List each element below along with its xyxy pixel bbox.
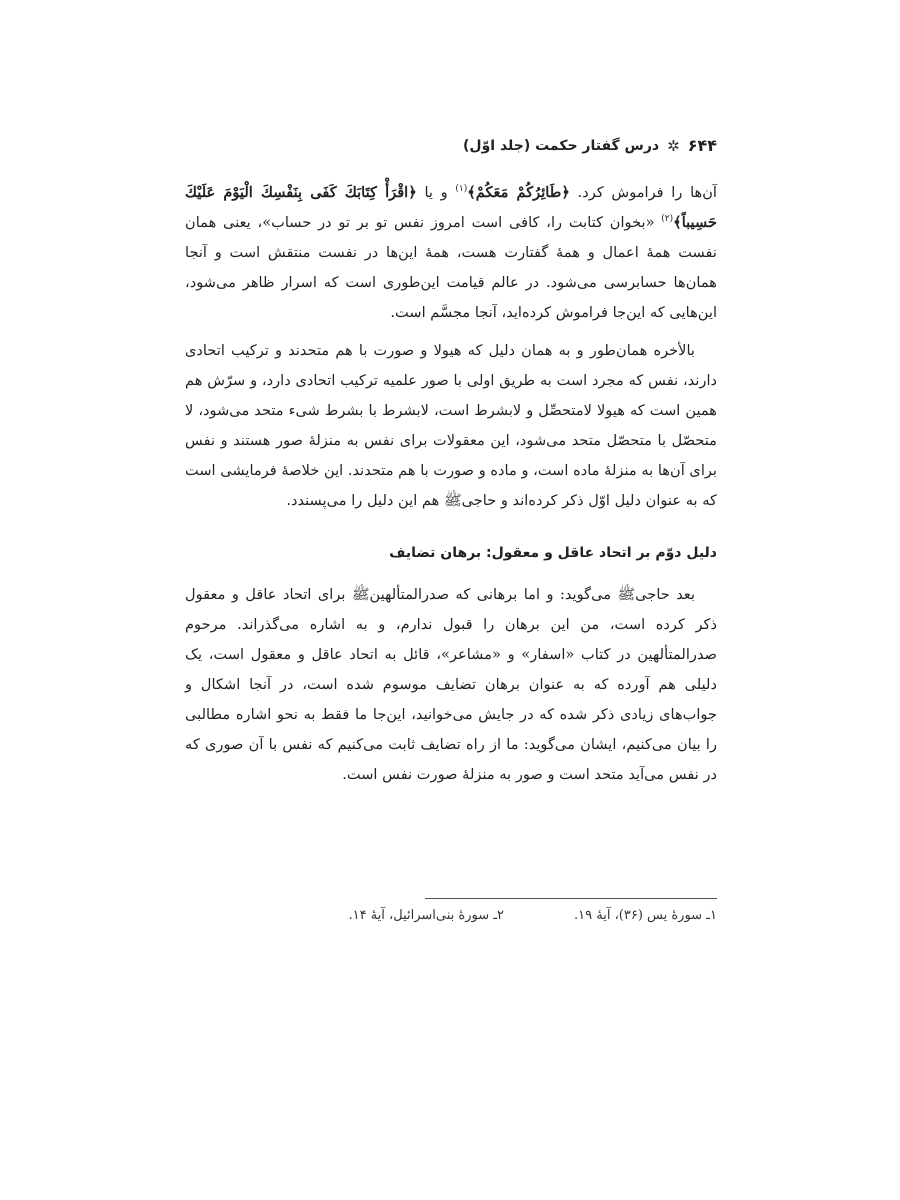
paragraph-2: بالأخره همان‌طور و به همان دلیل که هیولا و صورت با هم متحدند و ترکیب اتحادی دارند، نفس که مجرد است به طریق اولی با صور علمیه ترکیب اتحادی دارد، و سرّش هم همین است که هیولا لامتحصِّل و لابشرط است، لابشرط با بشرط شیء متحد می‌شود، لا متحصّل با متحصّل متحد می‌شود، این معقولات برای نفس به منزلهٔ صور هستند و نفس برای آن‌ها به منزلهٔ ماده است، و ماده و صورت با هم متحدند. این خلاصهٔ فرمایشی است که به عنوان دلیل اوّل ذکر کرده‌اند و حاجی‌ﷺ هم این دلیل را می‌پسندد.	[184, 342, 717, 509]
running-header	[185, 136, 717, 155]
page-number: ۶۴۴	[687, 136, 717, 155]
paragraph-3: بعد حاجی‌ﷺ می‌گوید: و اما برهانی که صدرالمتألهین‌ﷺ برای اتحاد عاقل و معقول ذکر کرده است، من این برهان را قبول ندارم، و به اشاره می‌گذراند. مرحوم صدرالمتألهین در کتاب «اسفار» و «مشاعر»، قائل به اتحاد عاقل و معقول است، یک دلیلی هم آورده که به عنوان برهان تضایف موسوم شده است، در آنجا اشکال و جواب‌های زیادی ذکر شده که در جایش می‌خوانید، این‌جا ما فقط به نحو اشاره مطالبی را بیان می‌کنیم، ایشان می‌گوید: ما از راه تضایف ثابت می‌کنیم که نفس با آن صوری که در نفس می‌آید متحد است و صور به منزلهٔ صورت نفس است.	[185, 586, 717, 783]
quran-verse-2: ﴿اقْرَأْ كِتَابَكَ كَفَى بِنَفْسِكَ الْيَوْمَ عَلَيْكَ حَسِيباً﴾	[185, 184, 717, 231]
main-text	[185, 178, 717, 798]
footnote-ref-1[interactable]: (۱)	[455, 184, 468, 195]
footnotes	[185, 908, 717, 923]
book-title: درس گفتار حکمت (جلد اوّل)	[463, 137, 660, 154]
section-heading: دلیل دوّم بر اتحاد عاقل و معقول: برهان تضایف	[389, 545, 717, 561]
text-run: آن‌ها را فراموش کرد.	[569, 184, 717, 201]
paragraph-1	[185, 178, 717, 328]
footnote-divider	[425, 898, 717, 899]
footnote-ref-2[interactable]: (۲)	[661, 214, 674, 225]
star-ornament-icon: ✲	[667, 136, 680, 155]
footnote-2: ۲ـ سورهٔ بنی‌اسرائیل، آیهٔ ۱۴.	[348, 908, 505, 923]
footnote-1: ۱ـ سورهٔ یس (۳۶)، آیهٔ ۱۹.	[574, 908, 717, 923]
text-run: و یا	[416, 184, 456, 201]
text-run: «بخوان کتابت را، کافی است امروز نفس تو بر تو در حساب»، یعنی همان نفست همهٔ اعمال و همهٔ گفتارت هست، همهٔ این‌ها در نفست منتقش است و آنجا همان‌ها حسابرسی می‌شود. در عالم قیامت این‌طوری است که اسرار ظاهر می‌شود، این‌هایی که این‌جا فراموش کرده‌اید، آنجا مجسَّم است.	[185, 214, 717, 321]
quran-verse-1: ﴿طَائِرُكُمْ مَعَكُمْ﴾	[467, 184, 570, 201]
